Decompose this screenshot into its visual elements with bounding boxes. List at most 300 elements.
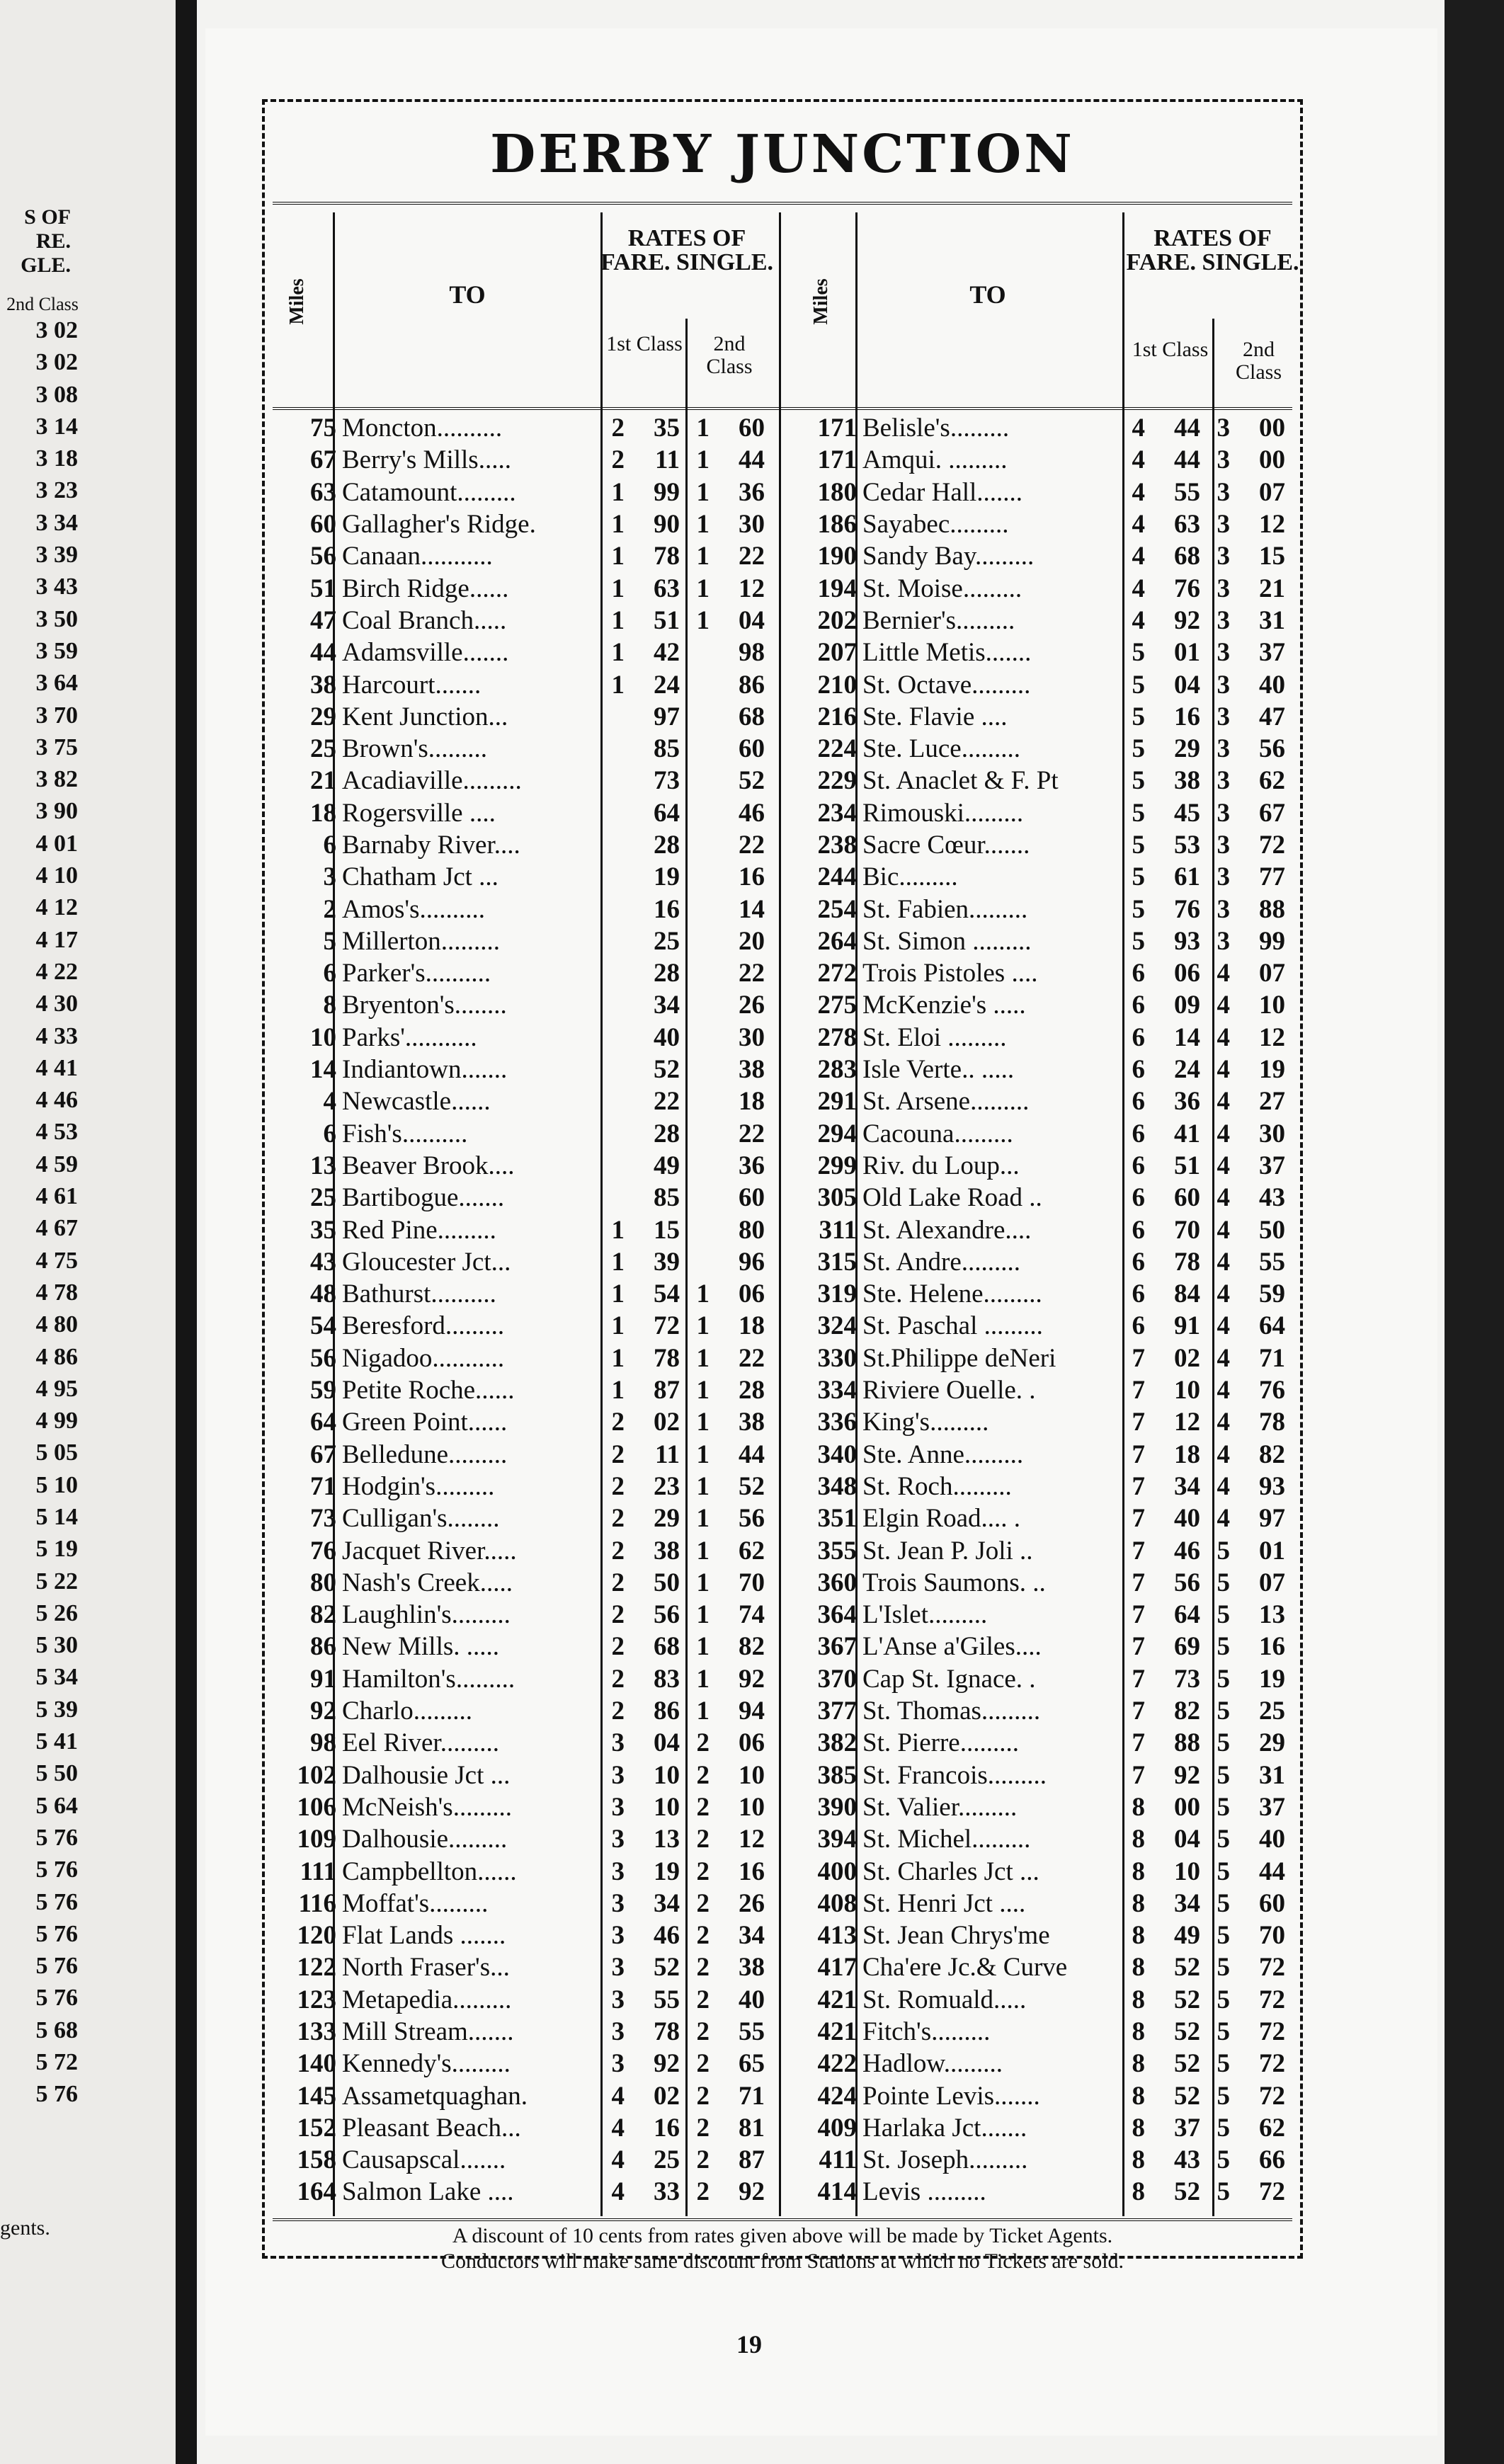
fare-row [786, 1791, 1291, 1823]
second-class-fare [1206, 1215, 1291, 1245]
fare-cents: 40 [1259, 1825, 1285, 1854]
fare-dollars [691, 637, 710, 668]
fare-cents: 38 [739, 1408, 765, 1437]
first-class-fare [1121, 1407, 1206, 1437]
station-cell: Cedar Hall....... [862, 477, 1023, 507]
miles-cell: 385 [817, 1760, 857, 1790]
fare-cents: 40 [1259, 670, 1285, 700]
fare-dollars: 3 [1217, 477, 1230, 507]
station-cell: Beaver Brook.... [342, 1151, 515, 1180]
fare-row [266, 1118, 770, 1150]
fare-cents: 87 [654, 1376, 680, 1405]
second-class-fare [685, 2081, 770, 2111]
fare-row [786, 1567, 1291, 1599]
fare-cents: 83 [654, 1664, 680, 1694]
second-class-fare [685, 1568, 770, 1598]
station-cell: Dalhousie Jct ... [342, 1760, 511, 1790]
miles-cell: 122 [297, 1953, 336, 1983]
first-class-fare [600, 1054, 685, 1085]
second-class-fare [1206, 1151, 1291, 1181]
fare-dollars: 2 [611, 413, 625, 443]
fare-dollars: 2 [696, 1825, 710, 1854]
fare-cents: 41 [1174, 1119, 1200, 1148]
second-class-fare [1206, 1054, 1291, 1085]
fare-row [266, 1984, 770, 2016]
fare-cents: 97 [654, 702, 680, 731]
fare-row [266, 1439, 770, 1471]
fare-dollars: 5 [1217, 1825, 1230, 1854]
second-class-fare [1206, 1920, 1291, 1951]
station-cell: Trois Pistoles .... [862, 959, 1038, 988]
fare-dollars: 4 [1217, 991, 1230, 1020]
miles-cell: 377 [817, 1696, 857, 1726]
title-rule [273, 202, 1292, 205]
station-cell: Salmon Lake .... [342, 2177, 514, 2207]
fare-dollars: 7 [1132, 1696, 1145, 1726]
fare-cents: 72 [1259, 2017, 1285, 2046]
fare-cents: 72 [654, 1311, 680, 1341]
miles-cell: 351 [817, 1504, 857, 1534]
station-cell: Sandy Bay......... [862, 542, 1035, 571]
fare-cents: 55 [1259, 1247, 1285, 1277]
fare-cents: 46 [654, 1921, 680, 1951]
miles-cell: 334 [817, 1376, 857, 1405]
miles-cell: 106 [297, 1792, 336, 1822]
miles-cell: 238 [817, 831, 857, 860]
station-cell: North Fraser's... [342, 1953, 510, 1983]
first-class-fare [600, 1568, 685, 1598]
second-class-fare [1206, 1824, 1291, 1854]
first-class-fare [1121, 1503, 1206, 1534]
fare-dollars: 2 [696, 1792, 710, 1822]
first-class-fare [1121, 798, 1206, 828]
fare-dollars: 8 [1132, 1792, 1145, 1822]
left-strip-value: 5 76 [35, 1824, 78, 1851]
fare-cents: 86 [739, 670, 765, 700]
miles-cell: 54 [310, 1311, 336, 1341]
fare-cents: 20 [739, 926, 765, 956]
fare-dollars: 4 [1217, 1151, 1230, 1180]
fare-row [786, 1150, 1291, 1182]
left-strip-value: 4 78 [35, 1279, 78, 1306]
fare-row [786, 1054, 1291, 1085]
fare-cents: 25 [1259, 1696, 1285, 1726]
fare-cents: 40 [1174, 1504, 1200, 1534]
fare-cents: 40 [654, 1022, 680, 1052]
second-class-fare [685, 1471, 770, 1502]
fare-dollars: 5 [1132, 734, 1145, 764]
fare-cents: 29 [654, 1504, 680, 1534]
miles-cell: 417 [817, 1953, 857, 1983]
station-cell: Elgin Road.... . [862, 1504, 1021, 1534]
fare-dollars [606, 1086, 625, 1117]
fare-row [266, 1888, 770, 1920]
first-class-fare [600, 1856, 685, 1887]
station-cell: Kent Junction... [342, 702, 508, 731]
fare-dollars: 3 [611, 1888, 625, 1918]
first-class-fare [1121, 958, 1206, 988]
station-cell: Canaan........... [342, 542, 493, 571]
first-class-fare [600, 1375, 685, 1405]
station-cell: Isle Verte.. ..... [862, 1055, 1015, 1085]
right-to-header: TO [969, 280, 1006, 309]
first-class-fare [1121, 1182, 1206, 1213]
fare-row [266, 668, 770, 700]
fare-cents: 34 [1174, 1888, 1200, 1918]
station-cell: St. Joseph......... [862, 2145, 1028, 2175]
miles-cell: 319 [817, 1279, 857, 1309]
second-class-fare [1206, 1760, 1291, 1791]
second-class-fare [1206, 1439, 1291, 1470]
station-cell: Barnaby River.... [342, 831, 520, 860]
fare-cents: 37 [1174, 2113, 1200, 2143]
first-class-fare [1121, 1985, 1206, 2015]
station-cell: St. Moise......... [862, 574, 1022, 603]
fare-cents: 15 [1259, 542, 1285, 571]
miles-cell: 340 [817, 1439, 857, 1469]
miles-cell: 414 [817, 2177, 857, 2207]
first-class-fare [600, 1311, 685, 1341]
fare-dollars: 2 [696, 2113, 710, 2143]
fare-cents: 22 [739, 542, 765, 571]
station-cell: Bryenton's........ [342, 991, 507, 1020]
left-strip-value: 3 23 [35, 477, 78, 504]
first-class-fare [600, 637, 685, 668]
fare-cents: 34 [654, 1888, 680, 1918]
left-strip-value: 3 08 [35, 381, 78, 408]
fare-cents: 12 [739, 1825, 765, 1854]
fare-dollars: 3 [611, 2017, 625, 2046]
fare-cents: 22 [739, 959, 765, 988]
station-cell: Jacquet River..... [342, 1536, 517, 1565]
fare-row [266, 957, 770, 989]
first-class-fare [1121, 1920, 1206, 1951]
fare-row [786, 1502, 1291, 1534]
fare-cents: 72 [1259, 2177, 1285, 2207]
fare-dollars: 6 [1132, 1215, 1145, 1245]
first-class-fare [1121, 2145, 1206, 2175]
fare-cents: 11 [655, 1439, 680, 1469]
fare-row [266, 444, 770, 476]
fare-cents: 49 [1174, 1921, 1200, 1951]
fare-row [786, 829, 1291, 861]
left-strip-header: S OF RE. GLE. [21, 205, 71, 277]
first-class-fare [1121, 2017, 1206, 2047]
fare-dollars: 2 [611, 1664, 625, 1694]
station-cell: Hamilton's......... [342, 1664, 515, 1694]
fare-dollars: 3 [611, 1953, 625, 1983]
fare-dollars: 8 [1132, 2017, 1145, 2046]
station-cell: Ste. Luce......... [862, 734, 1020, 764]
left-strip-value: 3 14 [35, 413, 78, 440]
miles-cell: 48 [310, 1279, 336, 1309]
miles-cell: 59 [310, 1376, 336, 1405]
fare-dollars: 2 [696, 2145, 710, 2175]
fare-cents: 88 [1174, 1728, 1200, 1758]
station-cell: St. Henri Jct .... [862, 1888, 1026, 1918]
left-strip-value: 3 02 [35, 317, 78, 343]
miles-cell: 194 [817, 574, 857, 603]
fare-dollars: 2 [696, 1728, 710, 1758]
first-class-fare [1121, 1022, 1206, 1053]
miles-cell: 14 [310, 1055, 336, 1085]
first-class-fare [600, 1279, 685, 1309]
left-page-strip [0, 205, 85, 2240]
fare-row [266, 765, 770, 797]
fare-cents: 72 [1259, 2081, 1285, 2111]
second-class-fare [685, 1086, 770, 1117]
fare-dollars [691, 862, 710, 892]
fare-dollars [606, 830, 625, 860]
fare-dollars [606, 958, 625, 988]
first-class-fare [1121, 1856, 1206, 1887]
miles-cell: 272 [817, 959, 857, 988]
second-class-fare [685, 2113, 770, 2143]
miles-cell: 71 [310, 1471, 336, 1501]
fare-dollars: 4 [1132, 413, 1145, 443]
fare-dollars: 4 [1132, 542, 1145, 571]
miles-cell: 394 [817, 1825, 857, 1854]
station-cell: Amqui. ......... [862, 445, 1008, 475]
fare-row [786, 508, 1291, 540]
miles-cell: 411 [819, 2145, 857, 2175]
first-class-fare [600, 1536, 685, 1566]
second-class-fare [1206, 1536, 1291, 1566]
second-class-fare [1206, 1952, 1291, 1983]
fare-dollars: 6 [1132, 1055, 1145, 1085]
fare-dollars: 2 [611, 1408, 625, 1437]
fare-dollars: 1 [611, 1343, 625, 1373]
fare-cents: 14 [739, 894, 765, 924]
fare-row [786, 1118, 1291, 1150]
first-class-fare [600, 1792, 685, 1823]
first-class-fare [600, 2081, 685, 2111]
fare-dollars: 3 [611, 1760, 625, 1790]
fare-dollars: 2 [696, 1921, 710, 1951]
fare-dollars [691, 1247, 710, 1277]
fare-row [266, 1310, 770, 1342]
station-cell: Cha'ere Jc.& Curve [862, 1953, 1068, 1983]
fare-cents: 10 [1259, 991, 1285, 1020]
first-class-fare [600, 445, 685, 475]
first-class-fare [1121, 990, 1206, 1020]
second-class-fare [1206, 445, 1291, 475]
miles-cell: 413 [817, 1921, 857, 1951]
first-class-fare [600, 894, 685, 925]
fare-row [266, 1406, 770, 1438]
second-class-fare [685, 1696, 770, 1726]
first-class-fare [1121, 445, 1206, 475]
station-cell: St. Eloi ......... [862, 1022, 1007, 1052]
left-strip-bottom: gents. [0, 2216, 50, 2240]
fare-row [786, 540, 1291, 572]
station-cell: Eel River......... [342, 1728, 499, 1758]
fare-row [786, 765, 1291, 797]
first-class-fare [1121, 1824, 1206, 1854]
fare-cents: 78 [654, 542, 680, 571]
fare-row [786, 2144, 1291, 2176]
second-class-fare [685, 894, 770, 925]
discount-note-line-2: Conductors will make same discount from Stations at which no Tickets are sold. [440, 2249, 1124, 2273]
station-cell: Culligan's........ [342, 1504, 500, 1534]
first-class-fare [600, 1728, 685, 1758]
fare-dollars: 8 [1132, 1921, 1145, 1951]
fare-dollars: 3 [1217, 542, 1230, 571]
first-class-fare [1121, 1952, 1206, 1983]
fare-row [786, 1246, 1291, 1278]
station-cell: St. Anaclet & F. Pt [862, 766, 1059, 796]
second-class-fare [685, 509, 770, 540]
left-strip-value: 5 64 [35, 1792, 78, 1819]
first-class-fare [600, 1151, 685, 1181]
fare-dollars: 2 [696, 2017, 710, 2046]
fare-cents: 26 [739, 1888, 765, 1918]
miles-cell: 283 [817, 1055, 857, 1085]
fare-cents: 72 [1259, 2049, 1285, 2079]
station-cell: St. Michel......... [862, 1825, 1031, 1854]
fare-row [266, 829, 770, 861]
fare-cents: 62 [739, 1536, 765, 1565]
fare-dollars: 4 [1217, 1022, 1230, 1052]
fare-row [786, 412, 1291, 444]
center-divider [779, 212, 781, 2216]
miles-cell: 254 [817, 894, 857, 924]
fare-row [266, 1599, 770, 1631]
fare-cents: 34 [654, 991, 680, 1020]
fare-cents: 30 [739, 1022, 765, 1052]
fare-cents: 10 [654, 1760, 680, 1790]
station-cell: Dalhousie......... [342, 1825, 508, 1854]
fare-cents: 52 [1174, 2177, 1200, 2207]
first-class-fare [1121, 1119, 1206, 1149]
fare-cents: 78 [1259, 1408, 1285, 1437]
station-cell: Birch Ridge...... [342, 574, 509, 603]
fare-row [786, 1631, 1291, 1662]
first-class-fare [600, 958, 685, 988]
first-class-fare [600, 1664, 685, 1694]
fare-cents: 98 [739, 638, 765, 668]
station-cell: Harcourt....... [342, 670, 482, 700]
first-class-fare [600, 830, 685, 860]
first-class-fare [600, 1888, 685, 1919]
station-cell: Newcastle...... [342, 1087, 491, 1117]
station-cell: L'Islet......... [862, 1600, 988, 1630]
fare-row [786, 1534, 1291, 1566]
first-class-fare [1121, 894, 1206, 925]
fare-dollars: 3 [611, 1856, 625, 1886]
station-cell: Fish's.......... [342, 1119, 468, 1148]
miles-cell: 5 [323, 926, 336, 956]
first-class-fare [1121, 1054, 1206, 1085]
miles-cell: 400 [817, 1856, 857, 1886]
second-class-fare [685, 1952, 770, 1983]
second-class-fare [685, 1279, 770, 1309]
left-to-header: TO [449, 280, 486, 309]
fare-cents: 51 [1174, 1151, 1200, 1180]
first-class-fare [600, 1471, 685, 1502]
fare-cents: 90 [654, 510, 680, 540]
fare-dollars: 1 [696, 542, 710, 571]
first-class-fare [600, 702, 685, 732]
first-class-fare [1121, 862, 1206, 892]
second-class-fare [685, 1760, 770, 1791]
station-cell: Flat Lands ....... [342, 1921, 506, 1951]
second-class-fare [685, 2017, 770, 2047]
left-strip-value: 5 76 [35, 1985, 78, 2012]
first-class-fare [1121, 1375, 1206, 1405]
fare-dollars: 8 [1132, 2081, 1145, 2111]
fare-cents: 36 [739, 1151, 765, 1180]
second-class-fare [1206, 1696, 1291, 1726]
first-class-fare [1121, 765, 1206, 796]
station-cell: Fitch's......... [862, 2017, 991, 2046]
fare-dollars: 1 [696, 1343, 710, 1373]
left-strip-value: 3 02 [35, 349, 78, 376]
second-class-fare [685, 2177, 770, 2207]
station-cell: St. Romuald..... [862, 1985, 1027, 2014]
second-class-fare [685, 1311, 770, 1341]
first-class-fare [600, 1631, 685, 1662]
fare-cents: 52 [1174, 1953, 1200, 1983]
fare-dollars: 4 [1132, 605, 1145, 635]
miles-cell: 409 [817, 2113, 857, 2143]
miles-cell: 44 [310, 638, 336, 668]
fare-cents: 22 [739, 831, 765, 860]
fare-cents: 18 [739, 1311, 765, 1341]
fare-cents: 02 [654, 1408, 680, 1437]
fare-dollars: 4 [611, 2113, 625, 2143]
fare-row [786, 1310, 1291, 1342]
fare-dollars: 3 [1217, 798, 1230, 828]
second-class-fare [1206, 605, 1291, 636]
fare-dollars: 1 [696, 1696, 710, 1726]
second-class-fare [1206, 765, 1291, 796]
fare-row [266, 2144, 770, 2176]
miles-cell: 275 [817, 991, 857, 1020]
left-strip-value: 4 41 [35, 1054, 78, 1081]
miles-cell: 207 [817, 638, 857, 668]
fare-cents: 39 [654, 1247, 680, 1277]
fare-dollars: 7 [1132, 1439, 1145, 1469]
miles-cell: 186 [817, 510, 857, 540]
fare-dollars: 1 [611, 542, 625, 571]
fare-dollars: 5 [1217, 1921, 1230, 1951]
station-cell: Old Lake Road .. [862, 1183, 1042, 1213]
second-class-fare [1206, 1568, 1291, 1598]
fare-dollars: 1 [696, 1568, 710, 1597]
fare-dollars: 2 [611, 1600, 625, 1630]
station-cell: St. Paschal ......... [862, 1311, 1043, 1341]
fare-dollars: 1 [696, 510, 710, 540]
fare-dollars: 1 [696, 1408, 710, 1437]
fare-cents: 61 [1174, 862, 1200, 892]
fare-cents: 78 [1174, 1247, 1200, 1277]
second-class-fare [685, 734, 770, 764]
station-cell: Assametquaghan. [342, 2081, 528, 2111]
fare-cents: 64 [654, 798, 680, 828]
left-strip-value: 5 14 [35, 1503, 78, 1530]
fare-row [266, 733, 770, 765]
first-class-fare [1121, 1343, 1206, 1374]
fare-row [266, 1022, 770, 1054]
fare-cents: 31 [1259, 1760, 1285, 1790]
left-strip-value: 5 76 [35, 1856, 78, 1883]
fare-dollars [691, 958, 710, 988]
miles-cell: 264 [817, 926, 857, 956]
left-strip-value: 5 22 [35, 1568, 78, 1595]
first-class-fare [1121, 637, 1206, 668]
left-strip-value: 4 61 [35, 1183, 78, 1210]
